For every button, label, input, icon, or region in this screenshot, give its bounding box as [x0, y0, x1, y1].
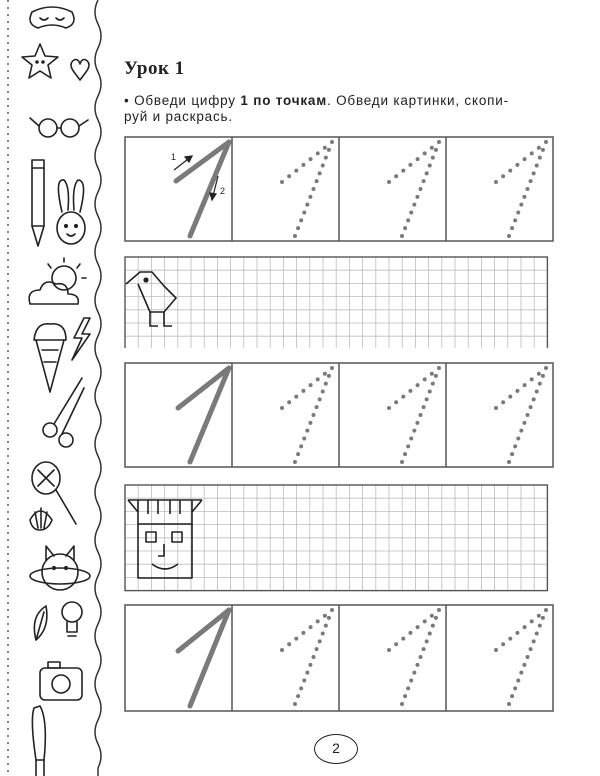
cat-planet-icon: [30, 546, 90, 590]
trace-dot: [327, 374, 331, 378]
trace-dot: [507, 702, 511, 706]
trace-dot: [293, 460, 297, 464]
trace-dot: [406, 218, 410, 222]
trace-dot: [530, 151, 534, 155]
trace-dot: [321, 390, 325, 394]
trace-dot: [400, 702, 404, 706]
trace-dot: [296, 226, 300, 230]
grid-lines: [125, 485, 547, 591]
trace-dot: [516, 437, 520, 441]
trace-dot: [301, 163, 305, 167]
trace-dot: [406, 686, 410, 690]
trace-dot: [434, 616, 438, 620]
trace-dot: [425, 639, 429, 643]
trace-dot: [280, 406, 284, 410]
trace-dot: [419, 655, 423, 659]
trace-dot: [294, 395, 298, 399]
trace-dot: [394, 174, 398, 178]
trace-dot: [508, 169, 512, 173]
trace-dot: [308, 195, 312, 199]
trace-dot: [323, 372, 327, 376]
trace-dot: [434, 374, 438, 378]
trace-dot: [515, 631, 519, 635]
trace-dot: [394, 400, 398, 404]
trace-dot: [415, 195, 419, 199]
trace-dot: [312, 187, 316, 191]
trace-dot: [287, 400, 291, 404]
trace-dot: [537, 614, 541, 618]
trace-dot: [318, 171, 322, 175]
trace-dot: [412, 429, 416, 433]
copy-grid-bird: [124, 256, 552, 348]
trace-dot: [434, 148, 438, 152]
trace-dot: [324, 156, 328, 160]
trace-dot: [315, 405, 319, 409]
instruction-emphasis: 1 по точкам: [240, 93, 328, 108]
trace-dot: [302, 437, 306, 441]
trace-dot: [422, 179, 426, 183]
copy-grid-face: [124, 484, 552, 592]
trace-dot: [430, 146, 434, 150]
trace-dot: [428, 390, 432, 394]
trace-dot: [541, 374, 545, 378]
trace-dot: [431, 382, 435, 386]
trace-dot: [408, 389, 412, 393]
trace-dot: [522, 195, 526, 199]
trace-dot: [526, 187, 530, 191]
trace-dot: [403, 226, 407, 230]
digit-tracing-row-3: [124, 604, 554, 712]
trace-dot: [530, 377, 534, 381]
trace-dot: [294, 637, 298, 641]
trace-dot: [408, 631, 412, 635]
trace-dot: [529, 647, 533, 651]
trace-dot: [532, 639, 536, 643]
trace-dot: [501, 400, 505, 404]
trace-dot: [529, 179, 533, 183]
trace-dot: [510, 226, 514, 230]
brush-icon: [32, 706, 45, 776]
trace-dot: [501, 174, 505, 178]
trace-dot: [287, 642, 291, 646]
trace-dot: [515, 389, 519, 393]
trace-dot: [406, 444, 410, 448]
heart-icon: [71, 60, 89, 81]
trace-dot: [327, 148, 331, 152]
trace-dot: [526, 655, 530, 659]
trace-dot: [523, 383, 527, 387]
trace-dot: [416, 157, 420, 161]
trace-dot: [324, 382, 328, 386]
trace-dot: [544, 608, 548, 612]
trace-dot: [519, 429, 523, 433]
star-icon: [22, 44, 58, 78]
trace-dot: [296, 694, 300, 698]
pencil-icon: [32, 160, 44, 246]
trace-dot: [532, 397, 536, 401]
trace-dot: [510, 694, 514, 698]
leaf-icon: [34, 606, 47, 640]
trace-dot: [537, 146, 541, 150]
trace-dot: [425, 397, 429, 401]
trace-dot: [312, 655, 316, 659]
trace-dot: [409, 211, 413, 215]
trace-dot: [526, 413, 530, 417]
trace-dot: [403, 452, 407, 456]
trace-dot: [294, 169, 298, 173]
trace-dot: [494, 648, 498, 652]
trace-dot: [519, 671, 523, 675]
trace-dot: [516, 211, 520, 215]
trace-dot: [425, 171, 429, 175]
trace-dot: [541, 148, 545, 152]
trace-dot: [409, 679, 413, 683]
trace-dot: [431, 156, 435, 160]
stroke-number-1: 1: [171, 152, 177, 162]
cloud-sun-icon: [29, 258, 86, 304]
trace-dot: [532, 171, 536, 175]
trace-dot: [293, 702, 297, 706]
trace-dot: [428, 632, 432, 636]
trace-dot: [516, 679, 520, 683]
trace-dot: [299, 218, 303, 222]
trace-dot: [401, 395, 405, 399]
stroke-number-2: 2: [220, 186, 226, 196]
trace-dot: [510, 452, 514, 456]
trace-dot: [522, 663, 526, 667]
trace-dot: [537, 372, 541, 376]
glasses-icon: [30, 118, 88, 137]
trace-dot: [507, 460, 511, 464]
trace-dot: [321, 632, 325, 636]
trace-dot: [428, 164, 432, 168]
trace-dot: [302, 211, 306, 215]
trace-dot: [523, 625, 527, 629]
trace-dot: [437, 366, 441, 370]
instruction-part2: . Обведи картинки, скопи-: [327, 93, 509, 108]
trace-dot: [535, 390, 539, 394]
trace-dot: [529, 405, 533, 409]
trace-dot: [323, 146, 327, 150]
trace-dot: [538, 624, 542, 628]
trace-dot: [535, 164, 539, 168]
trace-dot: [544, 366, 548, 370]
trace-dot: [293, 234, 297, 238]
trace-dot: [321, 164, 325, 168]
trace-dot: [401, 637, 405, 641]
trace-dot: [494, 180, 498, 184]
grid-lines: [125, 257, 547, 348]
trace-dot: [412, 203, 416, 207]
trace-dot: [400, 460, 404, 464]
trace-dot: [437, 608, 441, 612]
trace-dot: [302, 679, 306, 683]
trace-dot: [541, 616, 545, 620]
trace-dot: [408, 163, 412, 167]
trace-dot: [401, 169, 405, 173]
trace-dot: [412, 671, 416, 675]
trace-dot: [508, 637, 512, 641]
trace-dot: [544, 140, 548, 144]
trace-dot: [299, 444, 303, 448]
trace-dot: [309, 625, 313, 629]
trace-dot: [419, 187, 423, 191]
trace-dot: [522, 421, 526, 425]
trace-dot: [535, 632, 539, 636]
wavy-border: [95, 0, 101, 776]
trace-dot: [508, 395, 512, 399]
trace-dot: [387, 648, 391, 652]
trace-dot: [423, 151, 427, 155]
trace-dot: [299, 686, 303, 690]
trace-dot: [437, 140, 441, 144]
trace-dot: [400, 234, 404, 238]
trace-dot: [315, 179, 319, 183]
trace-dot: [538, 382, 542, 386]
trace-dot: [316, 377, 320, 381]
trace-dot: [309, 383, 313, 387]
trace-dot: [415, 421, 419, 425]
trace-dot: [430, 614, 434, 618]
trace-dot: [301, 389, 305, 393]
camera-icon: [40, 662, 82, 700]
instruction-line2: руй и раскрась.: [124, 109, 233, 124]
trace-dot: [308, 421, 312, 425]
trace-dot: [318, 397, 322, 401]
trace-dot: [507, 234, 511, 238]
trace-dot: [422, 647, 426, 651]
trace-dot: [312, 413, 316, 417]
trace-dot: [431, 624, 435, 628]
trace-dot: [330, 366, 334, 370]
ice-cream-icon: [34, 324, 66, 392]
trace-dot: [308, 663, 312, 667]
trace-dot: [327, 616, 331, 620]
trace-dot: [515, 163, 519, 167]
decorative-sidebar: [0, 0, 104, 776]
trace-dot: [403, 694, 407, 698]
bullet: •: [124, 93, 130, 108]
trace-dot: [330, 140, 334, 144]
trace-dot: [387, 406, 391, 410]
trace-dot: [513, 444, 517, 448]
trace-dot: [419, 413, 423, 417]
sleep-mask-icon: [30, 7, 74, 28]
instruction-part1: Обведи цифру: [134, 93, 241, 108]
trace-dot: [296, 452, 300, 456]
trace-dot: [315, 647, 319, 651]
trace-dot: [305, 429, 309, 433]
trace-dot: [501, 642, 505, 646]
racket-icon: [32, 462, 76, 524]
trace-dot: [323, 614, 327, 618]
trace-dot: [423, 619, 427, 623]
page-number: 2: [314, 734, 358, 764]
shell-icon: [30, 508, 52, 530]
trace-dot: [316, 619, 320, 623]
trace-dot: [316, 151, 320, 155]
trace-dot: [513, 686, 517, 690]
trace-dot: [301, 631, 305, 635]
trace-dot: [309, 157, 313, 161]
trace-dot: [318, 639, 322, 643]
instruction-text: [124, 93, 560, 125]
trace-dot: [394, 642, 398, 646]
trace-dot: [430, 372, 434, 376]
trace-dot: [415, 663, 419, 667]
trace-dot: [305, 203, 309, 207]
trace-dot: [330, 608, 334, 612]
trace-dot: [416, 625, 420, 629]
digit-tracing-row-2: [124, 362, 554, 468]
lightbulb-icon: [62, 602, 82, 636]
trace-dot: [538, 156, 542, 160]
trace-dot: [519, 203, 523, 207]
trace-dot: [530, 619, 534, 623]
trace-dot: [305, 671, 309, 675]
trace-dot: [280, 180, 284, 184]
trace-dot: [422, 405, 426, 409]
digit-tracing-row-1: [124, 136, 554, 242]
trace-dot: [280, 648, 284, 652]
trace-dot: [513, 218, 517, 222]
trace-dot: [409, 437, 413, 441]
trace-dot: [387, 180, 391, 184]
lesson-title: Урок 1: [124, 58, 185, 79]
trace-dot: [423, 377, 427, 381]
trace-dot: [416, 383, 420, 387]
trace-dot: [287, 174, 291, 178]
trace-dot: [324, 624, 328, 628]
trace-dot: [494, 406, 498, 410]
trace-dot: [523, 157, 527, 161]
bunny-icon: [57, 180, 85, 244]
lightning-icon: [72, 318, 90, 360]
